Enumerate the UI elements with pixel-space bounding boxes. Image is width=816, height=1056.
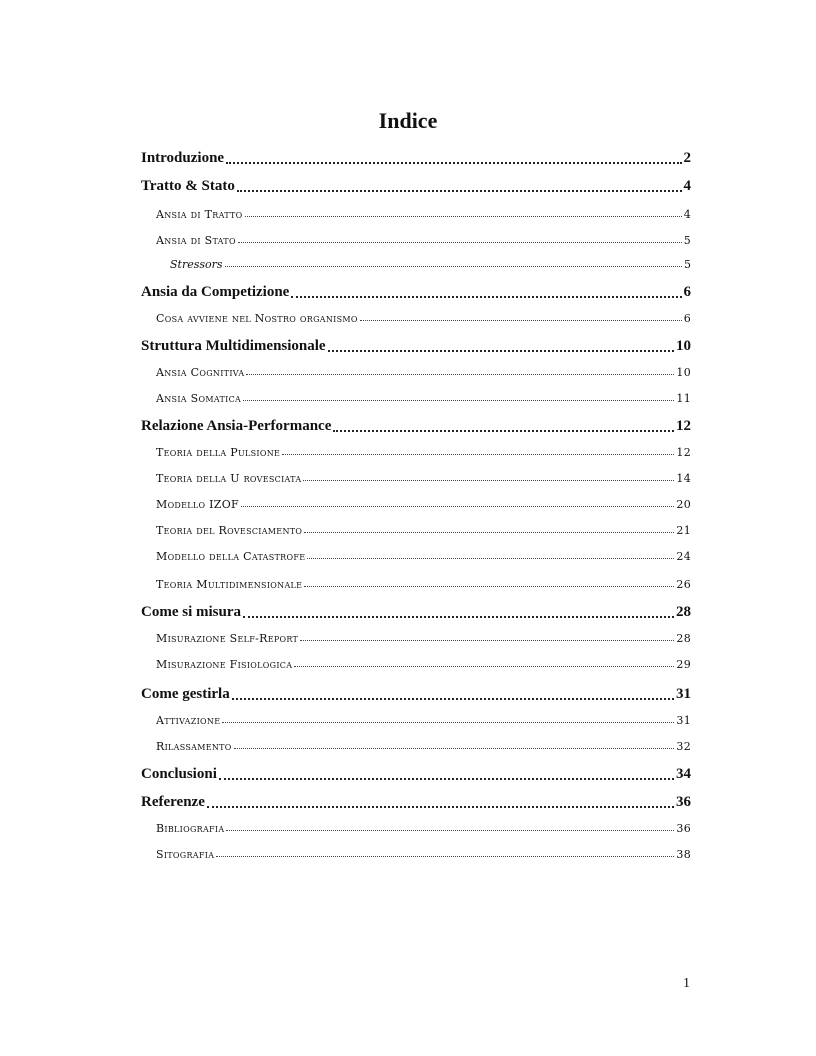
dot-leader bbox=[243, 400, 674, 401]
toc-entry-label: Come gestirla bbox=[141, 686, 230, 702]
toc-entry[interactable] bbox=[156, 632, 691, 645]
dot-leader bbox=[226, 162, 681, 164]
dot-leader bbox=[237, 190, 682, 192]
toc-entry[interactable] bbox=[170, 258, 691, 271]
toc-entry[interactable] bbox=[156, 498, 691, 511]
toc-entry-label: Cosa avviene nel Nostro organismo bbox=[156, 312, 358, 325]
toc-entry-page: 36 bbox=[676, 822, 691, 835]
toc-entry[interactable] bbox=[156, 658, 691, 671]
toc-entry-label: Misurazione Self-Report bbox=[156, 632, 299, 645]
dot-leader bbox=[241, 506, 674, 507]
toc-entry[interactable] bbox=[156, 822, 691, 835]
toc-entry-page: 12 bbox=[676, 446, 691, 459]
dot-leader bbox=[219, 778, 674, 780]
toc-entry-page: 26 bbox=[676, 578, 691, 591]
toc-entry-label: Introduzione bbox=[141, 150, 225, 166]
toc-entry[interactable] bbox=[141, 338, 691, 355]
toc-entry-label: Modello della Catastrofe bbox=[156, 550, 306, 563]
dot-leader bbox=[234, 748, 675, 749]
toc-entry-label: Teoria della Pulsione bbox=[156, 446, 281, 459]
toc-entry-label: Ansia Somatica bbox=[156, 392, 242, 405]
toc-entry[interactable] bbox=[156, 208, 691, 221]
toc-entry-page: 11 bbox=[676, 392, 691, 405]
toc-entry[interactable] bbox=[156, 740, 691, 753]
toc-entry[interactable] bbox=[156, 714, 691, 727]
toc-entry[interactable] bbox=[156, 848, 691, 861]
dot-leader bbox=[307, 558, 674, 559]
toc-entry-page: 6 bbox=[683, 312, 691, 325]
toc-entry-label: Teoria del Rovesciamento bbox=[156, 524, 303, 537]
toc-entry-page: 2 bbox=[683, 150, 691, 166]
toc-entry-label: Teoria Multidimensionale bbox=[156, 578, 303, 591]
dot-leader bbox=[304, 532, 674, 533]
dot-leader bbox=[294, 666, 674, 667]
toc-entry-page: 14 bbox=[676, 472, 691, 485]
dot-leader bbox=[245, 216, 682, 217]
toc-entry-page: 31 bbox=[676, 714, 691, 727]
toc-entry-page: 12 bbox=[676, 418, 691, 434]
toc-entry-label: Ansia di Stato bbox=[156, 234, 236, 247]
toc-entry[interactable] bbox=[156, 578, 691, 591]
toc-entry-page: 34 bbox=[676, 766, 691, 782]
toc-entry-label: Struttura Multidimensionale bbox=[141, 338, 326, 354]
toc-entry-page: 20 bbox=[676, 498, 691, 511]
toc-entry-page: 5 bbox=[684, 258, 691, 271]
toc-entry-label: Stressors bbox=[170, 258, 223, 271]
toc-entry[interactable] bbox=[141, 178, 691, 195]
dot-leader bbox=[232, 698, 674, 700]
dot-leader bbox=[226, 830, 674, 831]
toc-entry[interactable] bbox=[156, 550, 691, 563]
toc-entry-label: Tratto & Stato bbox=[141, 178, 235, 194]
toc-entry[interactable] bbox=[156, 312, 691, 325]
dot-leader bbox=[207, 806, 674, 808]
dot-leader bbox=[243, 616, 674, 618]
toc-entry-label: Ansia Cognitiva bbox=[156, 366, 245, 379]
toc-entry[interactable] bbox=[141, 284, 691, 301]
toc-entry-page: 10 bbox=[676, 338, 691, 354]
toc-entry-label: Modello IZOF bbox=[156, 498, 239, 511]
toc-entry[interactable] bbox=[156, 366, 691, 379]
toc-entry-page: 36 bbox=[676, 794, 691, 810]
toc-entry-page: 4 bbox=[683, 178, 691, 194]
toc-entry-page: 4 bbox=[683, 208, 691, 221]
dot-leader bbox=[282, 454, 674, 455]
toc-entry-label: Ansia da Competizione bbox=[141, 284, 290, 300]
dot-leader bbox=[333, 430, 674, 432]
toc-entry-label: Bibliografia bbox=[156, 822, 225, 835]
dot-leader bbox=[222, 722, 674, 723]
toc-entry-page: 21 bbox=[676, 524, 691, 537]
toc-entry[interactable] bbox=[156, 234, 691, 247]
toc-entry-label: Conclusioni bbox=[141, 766, 217, 782]
dot-leader bbox=[328, 350, 674, 352]
toc-entry-label: Come si misura bbox=[141, 604, 241, 620]
toc-entry[interactable] bbox=[156, 524, 691, 537]
toc-entry-page: 6 bbox=[683, 284, 691, 300]
page-number: 1 bbox=[683, 976, 690, 991]
dot-leader bbox=[238, 242, 682, 243]
dot-leader bbox=[303, 480, 674, 481]
toc-entry[interactable] bbox=[156, 392, 691, 405]
toc-entry-page: 31 bbox=[676, 686, 691, 702]
toc-entry-page: 32 bbox=[676, 740, 691, 753]
toc-entry-label: Rilassamento bbox=[156, 740, 232, 753]
toc-entry-page: 10 bbox=[676, 366, 691, 379]
toc-entry-page: 29 bbox=[676, 658, 691, 671]
dot-leader bbox=[291, 296, 681, 298]
toc-entry[interactable] bbox=[141, 150, 691, 167]
toc-entry-label: Ansia di Tratto bbox=[156, 208, 243, 221]
toc-entry-label: Relazione Ansia-Performance bbox=[141, 418, 332, 434]
toc-entry[interactable] bbox=[156, 446, 691, 459]
toc-entry-label: Referenze bbox=[141, 794, 205, 810]
toc-entry-label: Attivazione bbox=[156, 714, 221, 727]
toc-entry-page: 5 bbox=[683, 234, 691, 247]
toc-entry[interactable] bbox=[141, 604, 691, 621]
toc-entry-label: Sitografia bbox=[156, 848, 215, 861]
page-title: Indice bbox=[378, 108, 438, 133]
toc-entry[interactable] bbox=[156, 472, 691, 485]
dot-leader bbox=[246, 374, 674, 375]
toc-entry[interactable] bbox=[141, 766, 691, 783]
dot-leader bbox=[225, 266, 682, 267]
toc-entry-page: 24 bbox=[676, 550, 691, 563]
toc-entry-label: Misurazione Fisiologica bbox=[156, 658, 293, 671]
toc-entry[interactable] bbox=[141, 686, 691, 703]
dot-leader bbox=[360, 320, 682, 321]
toc-entry[interactable] bbox=[141, 794, 691, 811]
dot-leader bbox=[304, 586, 674, 587]
dot-leader bbox=[300, 640, 674, 641]
toc-entry-page: 38 bbox=[676, 848, 691, 861]
dot-leader bbox=[216, 856, 674, 857]
toc-entry-label: Teoria della U rovesciata bbox=[156, 472, 302, 485]
toc-entry-page: 28 bbox=[676, 604, 691, 620]
toc-entry-page: 28 bbox=[676, 632, 691, 645]
toc-entry[interactable] bbox=[141, 418, 691, 435]
